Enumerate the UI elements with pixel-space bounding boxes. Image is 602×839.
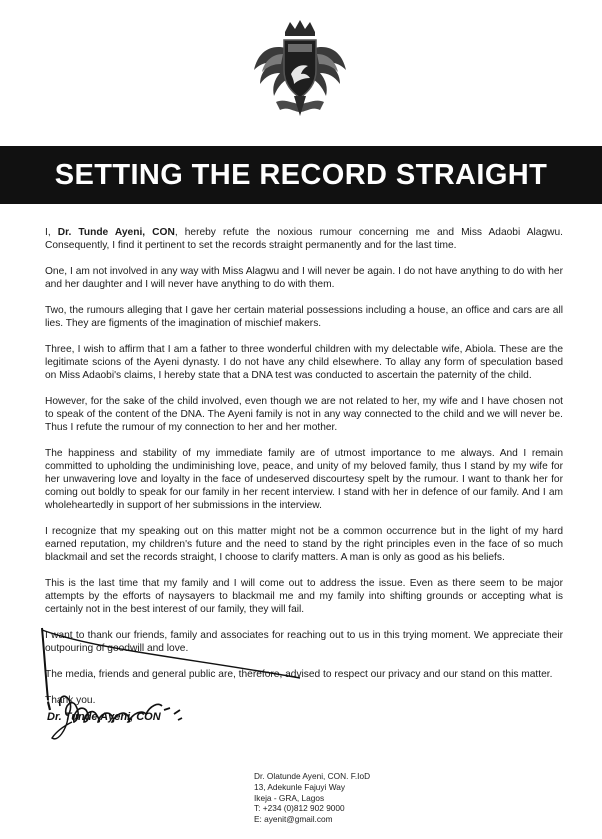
address-line-name: Dr. Olatunde Ayeni, CON. F.IoD (254, 771, 371, 781)
paragraph: The media, friends and general public are, therefore, advised to respect our privacy and our stand on this matter. (45, 669, 553, 680)
opening-rest: , hereby refute the noxious rumour concerning me and Miss Adaobi Alagwu. Consequently, I find it pertinent to set the records straight permanently and for the last time. (45, 227, 563, 251)
paragraph-opening (45, 226, 563, 252)
address-line-phone: T: +234 (0)812 902 9000 (254, 803, 345, 814)
paragraph: I want to thank our friends, family and associates for reaching out to us in this trying moment. We appreciate their outpouring of goodwill and love. (45, 630, 563, 654)
address-line-city: Ikeja - GRA, Lagos (254, 792, 325, 803)
closing-thank-you: Thank you. (45, 695, 96, 706)
title-banner (0, 146, 602, 204)
address-block (254, 771, 394, 825)
paragraph: I recognize that my speaking out on this matter might not be a common occurrence but in the light of my hard earned reputation, my children's future and the need to stand by the right principles even in the face of so much blackmail and set the records straight, I choose to clarify matters. A man is only as good as his beliefs. (45, 526, 563, 563)
crest-icon (250, 18, 350, 120)
page-title: SETTING THE RECORD STRAIGHT (54, 158, 548, 191)
handwritten-signature (38, 610, 308, 760)
paragraph: The happiness and stability of my immediate family are of utmost importance to me always. And I remain committed to upholding the undiminishing love, peace, and unity of my beloved family, thus I stand by my wife for her unwavering love and loyalty in the face of undeserved discourtesy spelt by the rumour. I want to thank her for coming out boldly to speak for our family in her recent interview. I stand with her in defence of our family. And I am wholeheartedly in support of her submissions in the interview. (45, 448, 563, 511)
address-line-email[interactable]: E: ayenit@gmail.com (254, 814, 333, 825)
paragraph: This is the last time that my family and I will come out to address the issue. Even as there seem to be major attempts by the efforts of naysayers to blackmail me and my family into shifting grounds or accepting what is certainly not in the best interest of our family, they will fail. (45, 578, 563, 615)
paragraph: Three, I wish to affirm that I am a father to three wonderful children with my delectable wife, Abiola. These are the legitimate scions of the Ayeni dynasty. I do not have any child elsewhere. To allay any form of speculation based on Miss Adaobi's claims, I hereby state that a DNA test was conducted to ascertain the paternity of the child. (45, 344, 563, 381)
paragraph: One, I am not involved in any way with Miss Alagwu and I will never be again. I do not have anything to do with her and her daughter and I will never have anything to do with them. (45, 266, 563, 290)
opening-prefix: I, (45, 227, 58, 238)
address-line-street: 13, Adekunle Fajuyi Way (254, 781, 346, 792)
signatory-name: Dr. Tunde Ayeni, CON (47, 711, 161, 723)
paragraph: Two, the rumours alleging that I gave her certain material possessions including a house, an office and cars are all lies. They are figments of the imagination of mischief makers. (45, 305, 563, 329)
paragraph: However, for the sake of the child involved, even though we are not related to her, my wife and I have chosen not to speak of the content of the DNA. The Ayeni family is not in any way connected to the child and we will never be. Thus I refute the rumour of my connection to her and her mother. (45, 396, 563, 433)
author-name-bold: Dr. Tunde Ayeni, CON (57, 227, 175, 238)
